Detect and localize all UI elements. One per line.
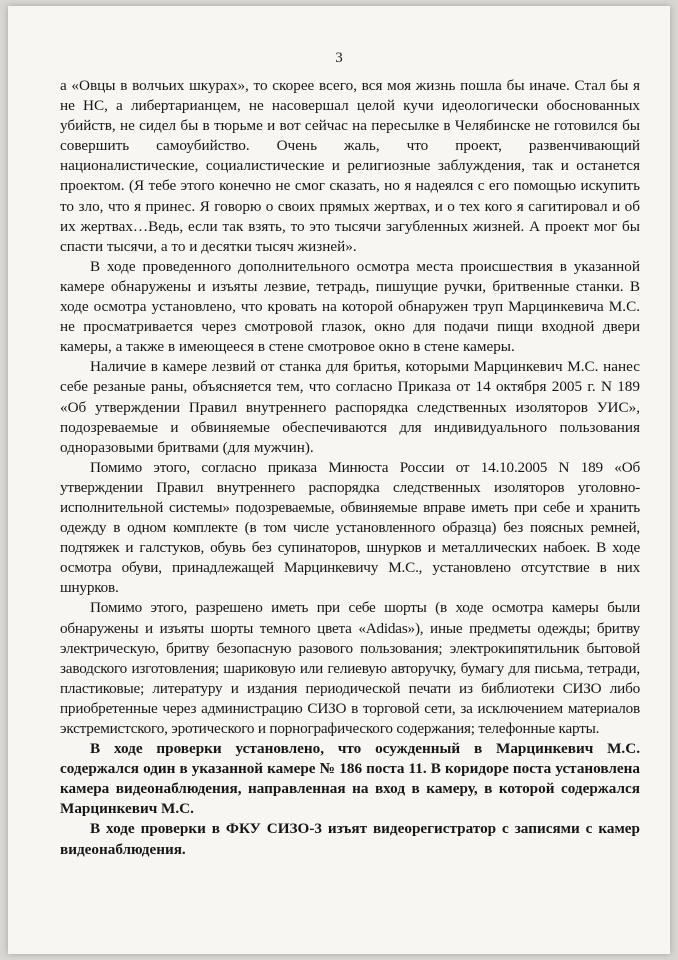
- paragraph-allowed-clothing: Помимо этого, согласно приказа Минюста России от 14.10.2005 N 189 «Об утверждении Правил внутреннего распорядка следственных изоляторов уголовно-исполнительной системы» подозреваемые, обвиняемые вправе иметь при себе и хранить одежду в одном комплекте (в том числе установленного образца) без поясных ремней, подтяжек и галстуков, обувь без супинаторов, шнурков и металлических набоек. В ходе осмотра обуви, принадлежащей Марцинкевичу М.С., установлено отсутствие в них шнурков.: [60, 458, 640, 597]
- paragraph-razor-blades: Наличие в камере лезвий от станка для бритья, которыми Марцинкевич М.С. нанес себе резаные раны, объясняется тем, что согласно Приказа от 14 октября 2005 г. N 189 «Об утверждении Правил внутреннего распорядка следственных изоляторов УИС», подозреваемые и обвиняемые обеспечиваются для индивидуального пользования одноразовыми бритвами (для мужчин).: [60, 358, 640, 456]
- paragraph-additional-inspection: В ходе проведенного дополнительного осмотра места происшествия в указанной камере обнаружены и изъяты лезвие, тетрадь, пишущие ручки, бритвенные станки. В ходе осмотра установлено, что кровать на которой обнаружен труп Марцинкевича М.С. не просматривается через смотровой глазок, окно для подачи пищи входной двери камеры, а также в имеющееся в стене смотровое окно в стене камеры.: [60, 257, 640, 356]
- paragraph-video-recorder-seized: В ходе проверки в ФКУ СИЗО-3 изъят видеорегистратор с записями с камер видеонаблюдения.: [60, 820, 640, 858]
- paragraph-quote-ending: а «Овцы в волчьих шкурах», то скорее всего, вся моя жизнь пошла бы иначе. Стал бы я не НС, а либертарианцем, не насовершал целой кучи идеологически обоснованных убийств, не сидел бы в тюрьме и вот сейчас на пересылке в Челябинске не готовился бы совершить самоубийство. Очень жаль, что проект, развенчивающий националистические, социалистические и религиозные заблуждения, так и останется проектом. (Я тебе этого конечно не смог сказать, но я надеялся с его помощью искупить то зло, что я принес. Я говорю о своих прямых жертвах, и о тех кого я сагитировал и об их жертвах…Ведь, если так взять, то это тысячи загубленных жизней. А проект мог бы спасти тысячи, а то и десятки тысяч жизней».: [60, 77, 640, 255]
- document-body: [60, 76, 640, 860]
- paragraph-cell-camera: В ходе проверки установлено, что осужденный в Марцинкевич М.С. содержался один в указанной камере № 186 поста 11. В коридоре поста установлена камера видеонаблюдения, направленная на вход в камеру, в которой содержался Марцинкевич М.С.: [60, 740, 640, 818]
- paragraph-allowed-items: Помимо этого, разрешено иметь при себе шорты (в ходе осмотра камеры были обнаружены и изъяты шорты темного цвета «Adidas»), иные предметы одежды; бритву электрическую, бритву безопасную разового пользования; электрокипятильник бытовой заводского изготовления; шариковую или гелиевую авторучку, бумагу для письма, тетради, пластиковые; литературу и издания периодической печати из библиотеки СИЗО либо приобретенные через администрацию СИЗО в торговой сети, за исключением материалов экстремистского, эротического и порнографического содержания; телефонные карты.: [60, 599, 640, 737]
- document-page: [8, 6, 670, 954]
- page-number: 3: [335, 50, 343, 66]
